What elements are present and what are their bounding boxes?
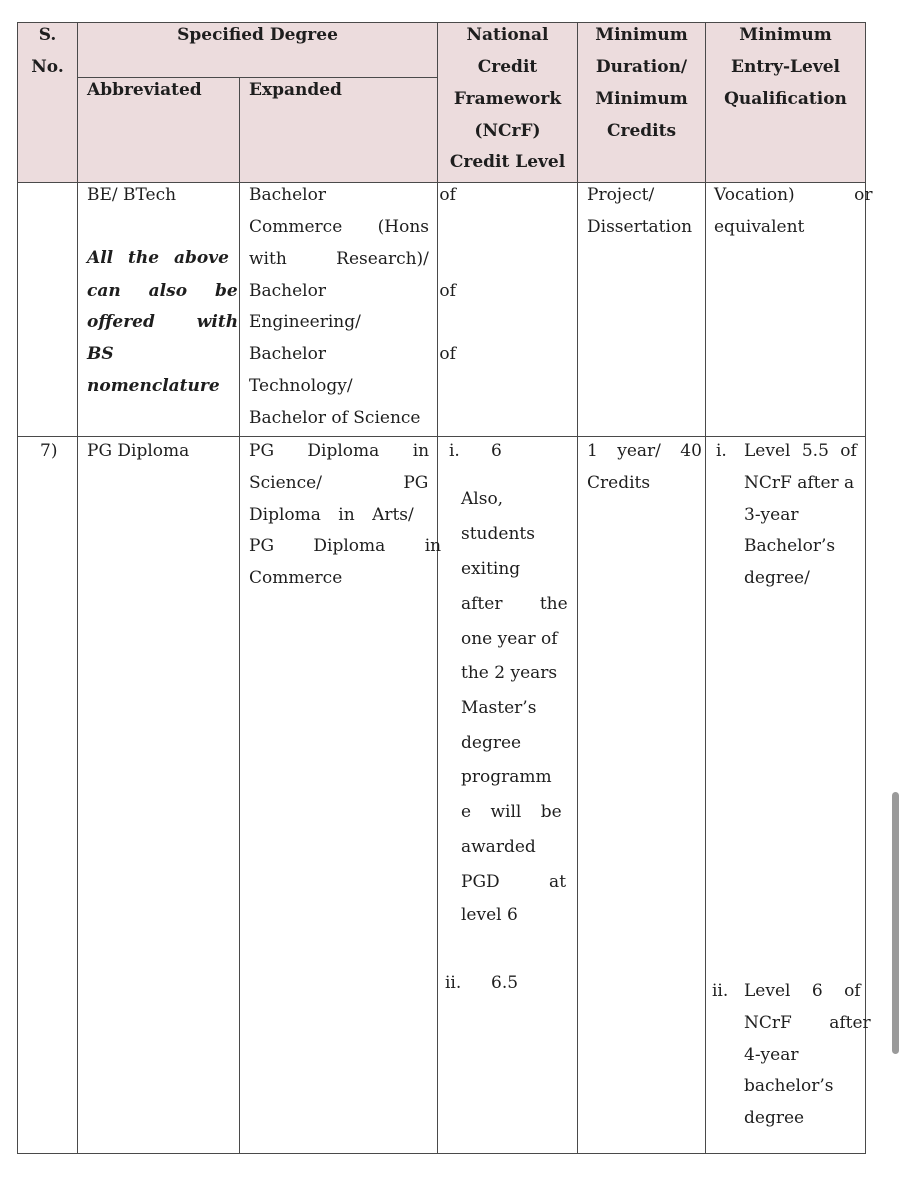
header-ncrf-line4: (NCrF)	[474, 121, 541, 141]
header-specified-degree: Specified Degree	[177, 25, 338, 45]
row7-ncrf-note-line9: programm	[461, 767, 552, 787]
row7-ncrf-ii-marker: ii.	[445, 973, 462, 993]
header-abbreviated: Abbreviated	[87, 80, 202, 100]
header-ncrf-line3: Framework	[453, 89, 562, 109]
row7-ncrf-note-line5: one year of	[461, 629, 558, 649]
cont-duration-line1: Project/	[587, 185, 655, 205]
cont-expanded-line3: with Research)/	[249, 249, 429, 269]
header-duration-line1: Minimum	[595, 25, 688, 45]
cont-expanded-line2: Commerce (Hons	[249, 217, 430, 237]
row7-ncrf-note-line1: Also,	[461, 489, 504, 509]
row7-ncrf-i-value: 6	[491, 441, 502, 461]
header-ncrf-line1: National	[466, 25, 549, 45]
cont-entry-line1: Vocation) or	[714, 185, 873, 205]
cont-note-line4: BS	[87, 344, 114, 364]
subheader-divider	[77, 77, 438, 78]
row7-ncrf-note-line6: the 2 years	[461, 663, 558, 683]
cont-note-line1	[87, 248, 232, 268]
header-duration-line2: Duration/	[595, 57, 688, 77]
cont-expanded-line4: Bachelor of	[249, 281, 456, 301]
row-divider	[17, 436, 866, 437]
table-border-top	[17, 22, 866, 23]
cont-abbreviated: BE/ BTech	[87, 185, 177, 205]
row7-entry-ii-line3: 4-year	[744, 1045, 799, 1065]
header-bottom-border	[17, 182, 866, 183]
row7-entry-i-line3: 3-year	[744, 505, 799, 525]
cont-note-line5: nomenclature	[87, 376, 220, 396]
table-border-left	[17, 22, 18, 1154]
row7-entry-ii-line5: degree	[744, 1108, 805, 1128]
row7-entry-ii-line4: bachelor’s	[744, 1076, 834, 1096]
row7-expanded-line1: PG Diploma in	[249, 441, 430, 461]
cont-expanded-line8: Bachelor of Science	[249, 408, 421, 428]
cont-note-line3: offered with	[87, 312, 239, 332]
header-sno-line1: S.	[38, 25, 57, 45]
row7-ncrf-note-line8: degree	[461, 733, 522, 753]
col-divider-duration	[705, 22, 706, 1154]
cont-expanded-line5: Engineering/	[249, 312, 361, 332]
row7-ncrf-note-line7: Master’s	[461, 698, 537, 718]
row7-ncrf-note-line2: students	[461, 524, 535, 544]
row7-duration-line2: Credits	[587, 473, 651, 493]
row7-ncrf-note-line3: exiting	[461, 559, 521, 579]
cont-duration-line2: Dissertation	[587, 217, 693, 237]
row7-ncrf-ii-value: 6.5	[491, 973, 519, 993]
row7-entry-i-marker: i.	[716, 441, 727, 461]
row7-expanded-line4: PG Diploma in	[249, 536, 442, 556]
cont-entry-line2: equivalent	[714, 217, 805, 237]
row7-entry-i-line4: Bachelor’s	[744, 536, 836, 556]
row7-ncrf-i-marker: i.	[449, 441, 460, 461]
vertical-scrollbar[interactable]	[892, 792, 899, 1054]
header-duration-line3: Minimum	[595, 89, 688, 109]
cont-expanded-line7: Technology/	[249, 376, 353, 396]
row7-expanded-line5: Commerce	[249, 568, 343, 588]
header-entry-line3: Qualification	[724, 89, 847, 109]
row7-abbreviated: PG Diploma	[87, 441, 190, 461]
header-expanded: Expanded	[249, 80, 342, 100]
row7-entry-i-line1: Level 5.5 of	[744, 441, 857, 461]
row7-duration-line1: 1 year/ 40	[587, 441, 702, 461]
col-divider-ncrf	[577, 22, 578, 1154]
row7-ncrf-note-line13: level 6	[461, 905, 518, 925]
col-divider-abbr	[239, 77, 240, 1154]
row7-ncrf-note-line4: after the	[461, 594, 568, 614]
row7-expanded-line2: Science/ PG	[249, 473, 429, 493]
row7-entry-i-line5: degree/	[744, 568, 810, 588]
row7-entry-i-line2: NCrF after a	[744, 473, 855, 493]
row7-sno: 7)	[40, 441, 58, 461]
header-entry-line2: Entry-Level	[731, 57, 840, 77]
header-sno-line2: No.	[31, 57, 64, 77]
note-line-text: All the above	[87, 248, 229, 268]
row7-expanded-line3: Diploma in Arts/	[249, 505, 414, 525]
row7-entry-ii-line2: NCrF after	[744, 1013, 871, 1033]
row7-ncrf-note-line11: awarded	[461, 837, 536, 857]
row7-ncrf-note-line12: PGD at	[461, 872, 567, 892]
cont-expanded-line6: Bachelor of	[249, 344, 456, 364]
header-ncrf-line2: Credit	[477, 57, 538, 77]
cont-expanded-line1: Bachelor of	[249, 185, 456, 205]
header-ncrf-line5: Credit Level	[449, 152, 566, 172]
col-divider-sno	[77, 22, 78, 1154]
table-border-bottom	[17, 1153, 866, 1154]
header-duration-line4: Credits	[606, 121, 677, 141]
header-entry-line1: Minimum	[739, 25, 832, 45]
row7-entry-ii-marker: ii.	[712, 981, 729, 1001]
row7-entry-ii-line1: Level 6 of	[744, 981, 861, 1001]
row7-ncrf-note-line10: e will be	[461, 802, 562, 822]
cont-note-line2: can also be	[87, 281, 238, 301]
